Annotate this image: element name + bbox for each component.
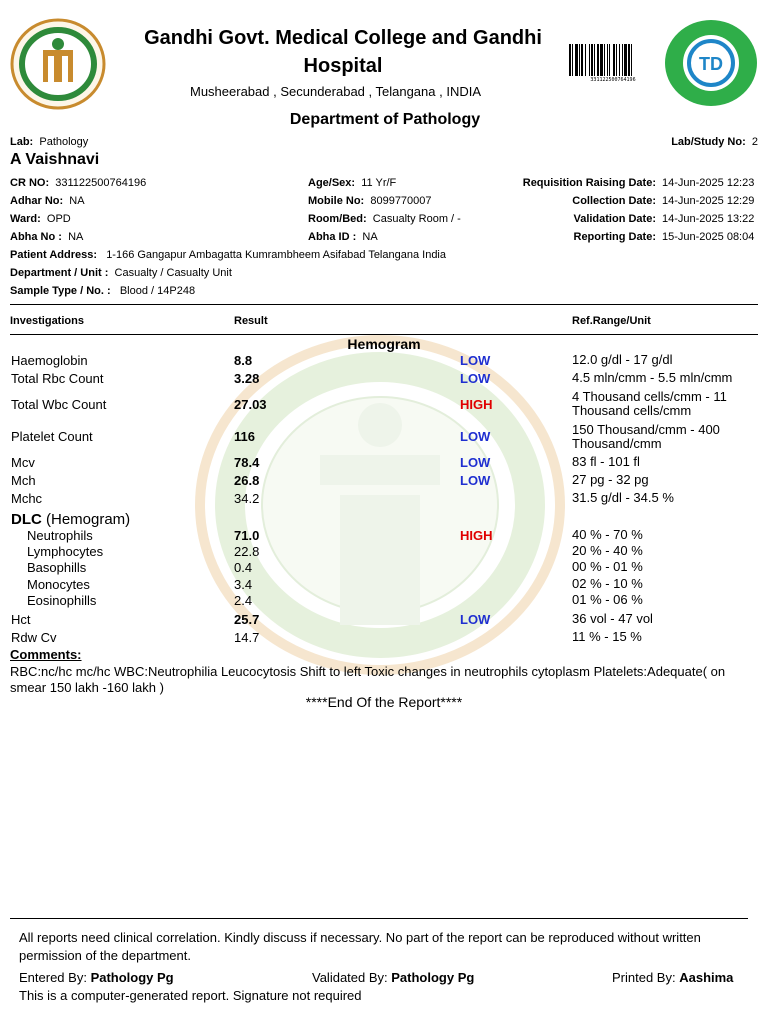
test-name: Mchc — [11, 491, 43, 506]
test-ref-range: 00 % - 01 % — [572, 559, 643, 574]
department-unit-field: Department / Unit : Casualty / Casualty Unit — [10, 267, 232, 279]
collection-date-value: 14-Jun-2025 12:29 — [662, 195, 755, 207]
validation-date-label: Validation Date: — [573, 213, 656, 225]
hospital-address: Musheerabad , Secunderabad , Telangana , INDIA — [190, 84, 482, 99]
test-ref-range: 83 fl - 101 fl — [572, 454, 640, 469]
test-ref-range: 36 vol - 47 vol — [572, 611, 653, 626]
test-result: 22.8 — [234, 544, 260, 559]
test-name: Monocytes — [27, 577, 90, 592]
test-ref-range: 12.0 g/dl - 17 g/dl — [572, 352, 673, 367]
requisition-date-label: Requisition Raising Date: — [522, 177, 656, 189]
result-flag-badge: LOW — [460, 473, 491, 488]
result-flag-badge: LOW — [460, 371, 491, 386]
patient-name: A Vaishnavi — [10, 151, 100, 168]
lab-field: Lab: Pathology — [10, 136, 89, 148]
comments-label: Comments: — [10, 647, 82, 662]
result-flag-badge: LOW — [460, 455, 491, 470]
test-result: 25.7 — [234, 612, 260, 627]
test-ref-range: 01 % - 06 % — [572, 592, 643, 607]
test-result: 8.8 — [234, 353, 253, 368]
patient-address-field: Patient Address: 1-166 Gangapur Ambagatta Kumrambheem Asifabad Telangana India — [10, 249, 446, 261]
abha-id-field: Abha ID : NA — [308, 231, 378, 243]
test-name: Lymphocytes — [27, 544, 104, 559]
section-hemogram: Hemogram — [347, 336, 421, 352]
result-flag-badge: LOW — [460, 429, 491, 444]
test-result: 78.4 — [234, 455, 260, 470]
test-ref-range: 4.5 mln/cmm - 5.5 mln/cmm — [572, 370, 733, 385]
reporting-date-label: Reporting Date: — [573, 231, 656, 243]
hospital-title: Gandhi Govt. Medical College and Gandhi Hospital — [144, 27, 542, 77]
barcode-number: 331122500764196 — [590, 77, 636, 83]
svg-text:TD: TD — [699, 54, 723, 74]
sample-type-field: Sample Type / No. : Blood / 14P248 — [10, 285, 196, 297]
test-name: Total Wbc Count — [11, 397, 107, 412]
barcode-icon — [568, 44, 658, 76]
collection-date-label: Collection Date: — [572, 195, 656, 207]
test-name: Eosinophills — [27, 593, 97, 608]
ward-field: Ward: OPD — [10, 213, 71, 225]
test-ref-range: 150 Thousand/cmm - 400 Thousand/cmm — [572, 422, 720, 451]
test-result: 3.28 — [234, 371, 260, 386]
validated-by: Validated By: Pathology Pg — [312, 970, 475, 985]
test-result: 26.8 — [234, 473, 260, 488]
test-result: 71.0 — [234, 528, 260, 543]
table-top-divider — [10, 304, 758, 305]
test-ref-range: 40 % - 70 % — [572, 527, 643, 542]
adhar-no-field: Adhar No: NA — [10, 195, 85, 207]
test-ref-range: 27 pg - 32 pg — [572, 472, 649, 487]
footer-divider — [10, 918, 748, 919]
telangana-diagnostics-logo-icon — [664, 19, 758, 107]
test-name: Haemoglobin — [11, 353, 88, 368]
room-bed-field: Room/Bed: Casualty Room / - — [308, 213, 461, 225]
result-flag-badge: LOW — [460, 612, 491, 627]
comments-text: RBC:nc/hc mc/hc WBC:Neutrophilia Leucocytosis Shift to left Toxic changes in neutrophils cytoplasm Platelets:Adequate( on smear 150 lakh -160 lakh ) — [10, 664, 726, 695]
col-ref-range: Ref.Range/Unit — [572, 315, 651, 327]
telangana-govt-logo-icon — [10, 18, 106, 110]
test-name: Basophills — [27, 560, 87, 575]
result-flag-badge: LOW — [460, 353, 491, 368]
test-name: Hct — [11, 612, 31, 627]
age-sex-field: Age/Sex: 11 Yr/F — [308, 177, 397, 189]
requisition-date-value: 14-Jun-2025 12:23 — [662, 177, 755, 189]
test-result: 3.4 — [234, 577, 253, 592]
test-ref-range: 20 % - 40 % — [572, 543, 643, 558]
department-title: Department of Pathology — [289, 111, 481, 128]
test-ref-range: 4 Thousand cells/cmm - 11 Thousand cells/cmm — [572, 389, 727, 418]
test-name: Rdw Cv — [11, 630, 57, 645]
reporting-date-value: 15-Jun-2025 08:04 — [662, 231, 755, 243]
test-ref-range: 11 % - 15 % — [572, 629, 642, 644]
test-result: 2.4 — [234, 593, 253, 608]
dlc-heading: DLC (Hemogram) — [11, 511, 131, 528]
test-name: Neutrophils — [27, 528, 93, 543]
computer-generated-note: This is a computer-generated report. Signature not required — [19, 988, 362, 1003]
test-name: Total Rbc Count — [11, 371, 104, 386]
test-name: Platelet Count — [11, 429, 93, 444]
test-ref-range: 02 % - 10 % — [572, 576, 643, 591]
col-result: Result — [234, 315, 268, 327]
result-flag-badge: HIGH — [460, 397, 493, 412]
lab-study-field: Lab/Study No: 2 — [671, 136, 758, 148]
entered-by: Entered By: Pathology Pg — [19, 970, 174, 985]
validation-date-value: 14-Jun-2025 13:22 — [662, 213, 755, 225]
test-name: Mcv — [11, 455, 35, 470]
end-of-report: ****End Of the Report**** — [305, 694, 463, 710]
test-result: 116 — [234, 429, 255, 444]
test-result: 27.03 — [234, 397, 267, 412]
table-header-divider — [10, 334, 758, 335]
test-name: Mch — [11, 473, 36, 488]
col-investigations: Investigations — [10, 315, 84, 327]
footer-disclaimer: All reports need clinical correlation. Kindly discuss if necessary. No part of the report can be reproduced without written permission of the department. — [19, 930, 701, 963]
abha-no-field: Abha No : NA — [10, 231, 84, 243]
mobile-no-field: Mobile No: 8099770007 — [308, 195, 432, 207]
test-result: 34.2 — [234, 491, 260, 506]
test-result: 14.7 — [234, 630, 260, 645]
test-result: 0.4 — [234, 560, 253, 575]
printed-by: Printed By: Aashima — [612, 970, 734, 985]
cr-no-field: CR NO: 331122500764196 — [10, 177, 147, 189]
test-ref-range: 31.5 g/dl - 34.5 % — [572, 490, 674, 505]
result-flag-badge: HIGH — [460, 528, 493, 543]
